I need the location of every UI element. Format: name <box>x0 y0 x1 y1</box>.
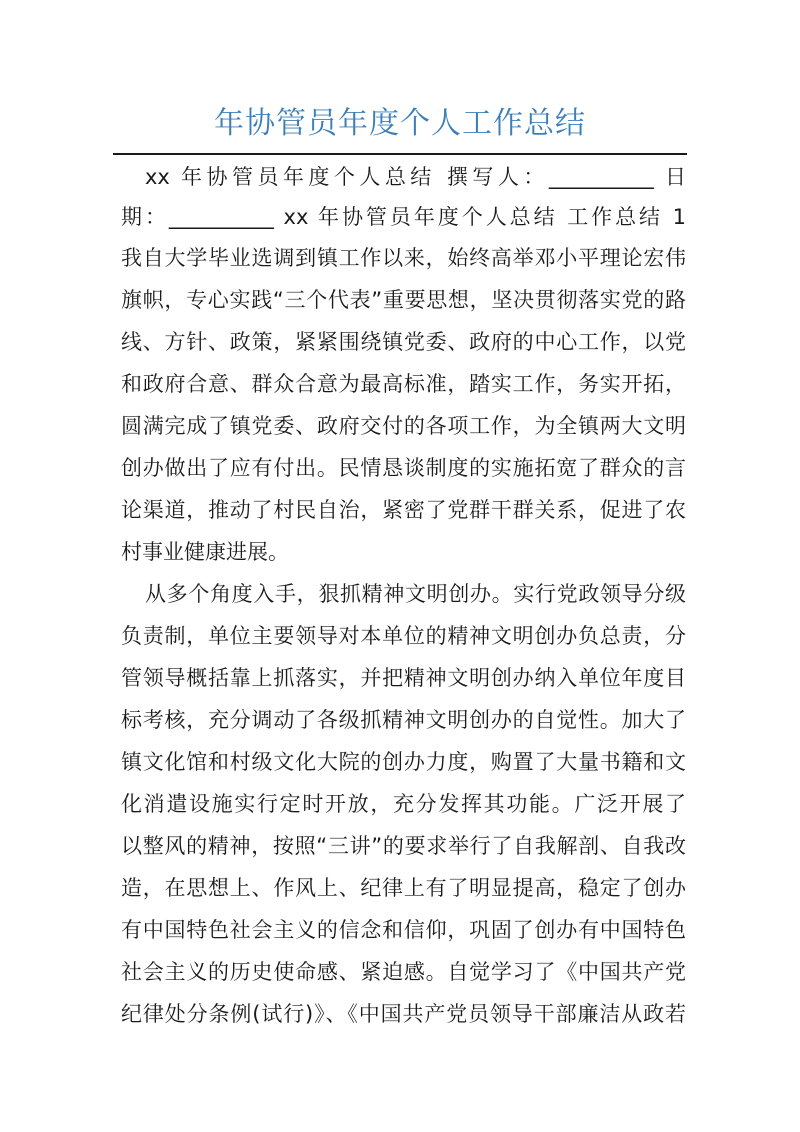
text-line: 和政府合意、群众合意为最高标准，踏实工作，务实开拓， <box>121 372 686 396</box>
text-line: 以整风的精神，按照“三讲”的要求举行了自我解剖、自我改 <box>121 834 686 858</box>
text-line: xx 年协管员年度个人总结 撰写人：__________ 日 <box>145 165 686 189</box>
text-line: 标考核，充分调动了各级抓精神文明创办的自觉性。加大了 <box>121 708 686 732</box>
text-line: 期：__________ xx 年协管员年度个人总结 工作总结 1 <box>121 205 686 229</box>
text-line: 创办做出了应有付出。民情恳谈制度的实施拓宽了群众的言 <box>121 456 686 480</box>
text-line: 从多个角度入手，狠抓精神文明创办。实行党政领导分级 <box>145 582 686 606</box>
text-line: 化消遣设施实行定时开放，充分发挥其功能。广泛开展了 <box>121 792 686 816</box>
text-line: 我自大学毕业选调到镇工作以来，始终高举邓小平理论宏伟 <box>121 246 686 270</box>
text-line: 造，在思想上、作风上、纪律上有了明显提高，稳定了创办 <box>121 876 686 900</box>
text-line: 社会主义的历史使命感、紧迫感。自觉学习了《中国共产党 <box>121 960 686 984</box>
text-line: 圆满完成了镇党委、政府交付的各项工作，为全镇两大文明 <box>121 414 686 438</box>
text-line: 负责制，单位主要领导对本单位的精神文明创办负总责，分 <box>121 624 686 648</box>
text-line: 论渠道，推动了村民自治，紧密了党群干群关系，促进了农 <box>121 498 686 522</box>
text-line: 管领导概括靠上抓落实，并把精神文明创办纳入单位年度目 <box>121 666 686 690</box>
text-line: 镇文化馆和村级文化大院的创办力度，购置了大量书籍和文 <box>121 750 686 774</box>
text-line: 纪律处分条例(试行)》、《中国共产党员领导干部廉洁从政若 <box>121 1002 686 1026</box>
text-line: 有中国特色社会主义的信念和信仰，巩固了创办有中国特色 <box>121 918 686 942</box>
document-title: 年协管员年度个人工作总结 <box>214 106 586 141</box>
text-line: 旗帜，专心实践“三个代表”重要思想，坚决贯彻落实党的路 <box>121 288 686 312</box>
text-line: 线、方针、政策，紧紧围绕镇党委、政府的中心工作，以党 <box>121 330 686 354</box>
text-line: 村事业健康进展。 <box>121 540 289 564</box>
